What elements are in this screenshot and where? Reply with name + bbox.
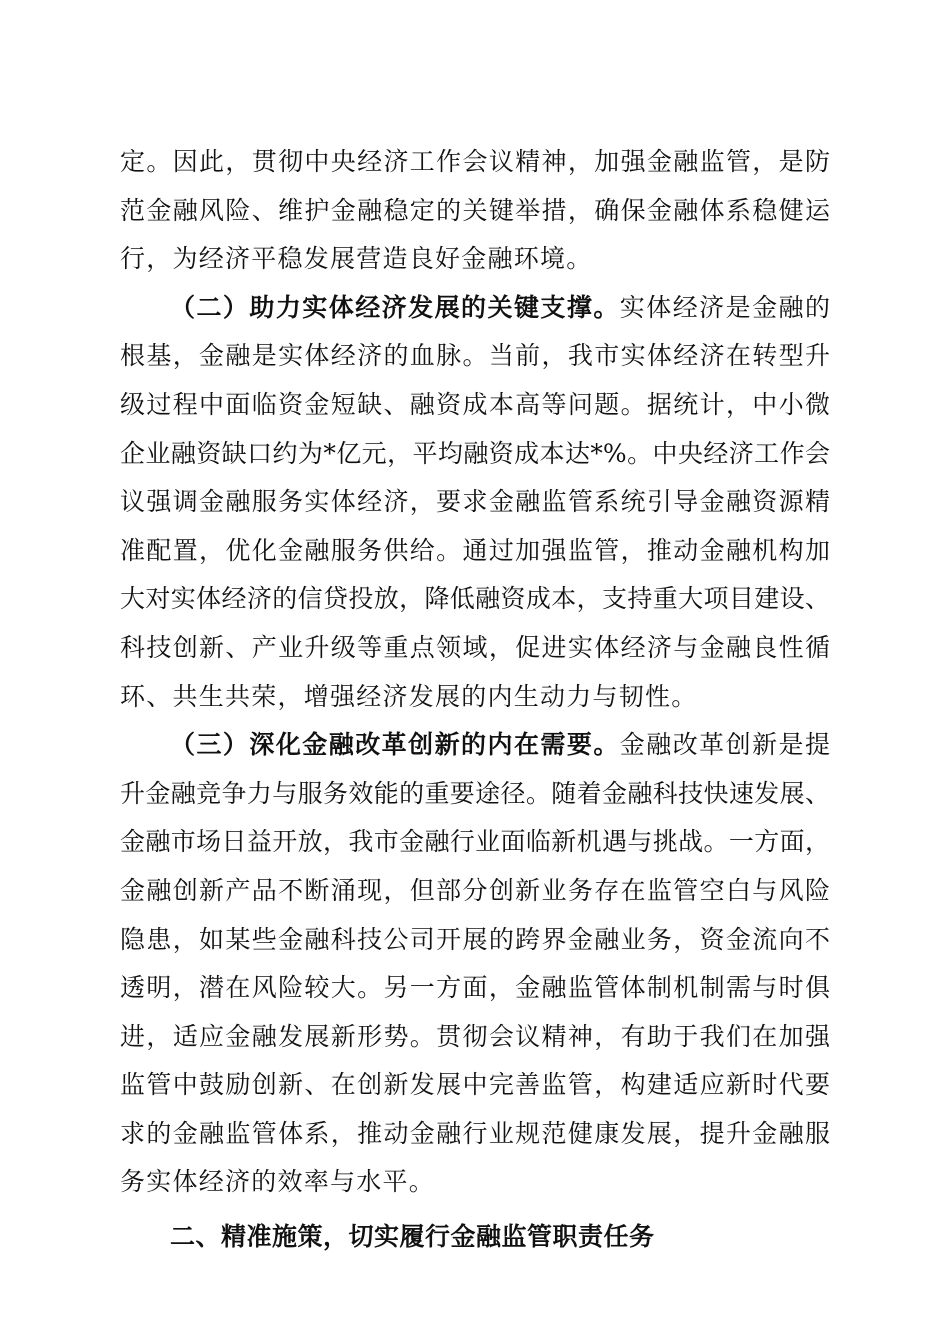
paragraph-line: 准配置，优化金融服务供给。通过加强监管，推动金融机构加 [120,535,830,565]
paragraph-line: 根基，金融是实体经济的血脉。当前，我市实体经济在转型升 [120,341,830,371]
paragraph-1 [120,138,830,284]
paragraph-line: 科技创新、产业升级等重点领域，促进实体经济与金融良性循 [120,632,830,662]
paragraph-line: 企业融资缺口约为*亿元，平均融资成本达*%。中央经济工作会 [120,438,830,468]
document-body [120,138,830,1261]
subsection-title: （二）助力实体经济发展的关键支撑。 [170,292,620,322]
paragraph-line: 定。因此，贯彻中央经济工作会议精神，加强金融监管，是防 [120,147,830,176]
paragraph-line: 务实体经济的效率与水平。 [120,1167,436,1197]
paragraph-3 [120,721,830,1207]
subsection-title: （三）深化金融改革创新的内在需要。 [170,730,620,760]
paragraph-line: 级过程中面临资金短缺、融资成本高等问题。据统计，中小微 [120,389,830,419]
paragraph-line: 进，适应金融发展新形势。贯彻会议精神，有助于我们在加强 [120,1021,830,1051]
paragraph-line: 环、共生共荣，增强经济发展的内生动力与韧性。 [120,681,698,711]
paragraph-line: 大对实体经济的信贷投放，降低融资成本，支持重大项目建设、 [120,584,830,614]
paragraph-line: 隐患，如某些金融科技公司开展的跨界金融业务，资金流向不 [120,924,830,954]
section-heading: 二、精准施策，切实履行金融监管职责任务 [170,1222,655,1252]
paragraph-first-line [120,721,830,770]
paragraph-first-line [120,284,830,333]
paragraph-2 [120,284,830,721]
paragraph-text: 实体经济是金融的 [619,292,830,322]
paragraph-line: 透明，潜在风险较大。另一方面，金融监管体制机制需与时俱 [120,973,830,1003]
paragraph-line: 监管中鼓励创新、在创新发展中完善监管，构建适应新时代要 [120,1070,830,1100]
paragraph-line: 金融市场日益开放，我市金融行业面临新机遇与挑战。一方面， [120,827,830,857]
paragraph-line: 议强调金融服务实体经济，要求金融监管系统引导金融资源精 [120,487,830,517]
paragraph-line: 求的金融监管体系，推动金融行业规范健康发展，提升金融服 [120,1118,830,1148]
paragraph-line: 金融创新产品不断涌现，但部分创新业务存在监管空白与风险 [120,875,830,905]
paragraph-text: 金融改革创新是提 [619,730,830,760]
paragraph-line: 范金融风险、维护金融稳定的关键举措，确保金融体系稳健运 [120,195,830,225]
paragraph-line: 行，为经济平稳发展营造良好金融环境。 [120,244,593,274]
paragraph-line: 升金融竞争力与服务效能的重要途径。随着金融科技快速发展、 [120,778,830,808]
